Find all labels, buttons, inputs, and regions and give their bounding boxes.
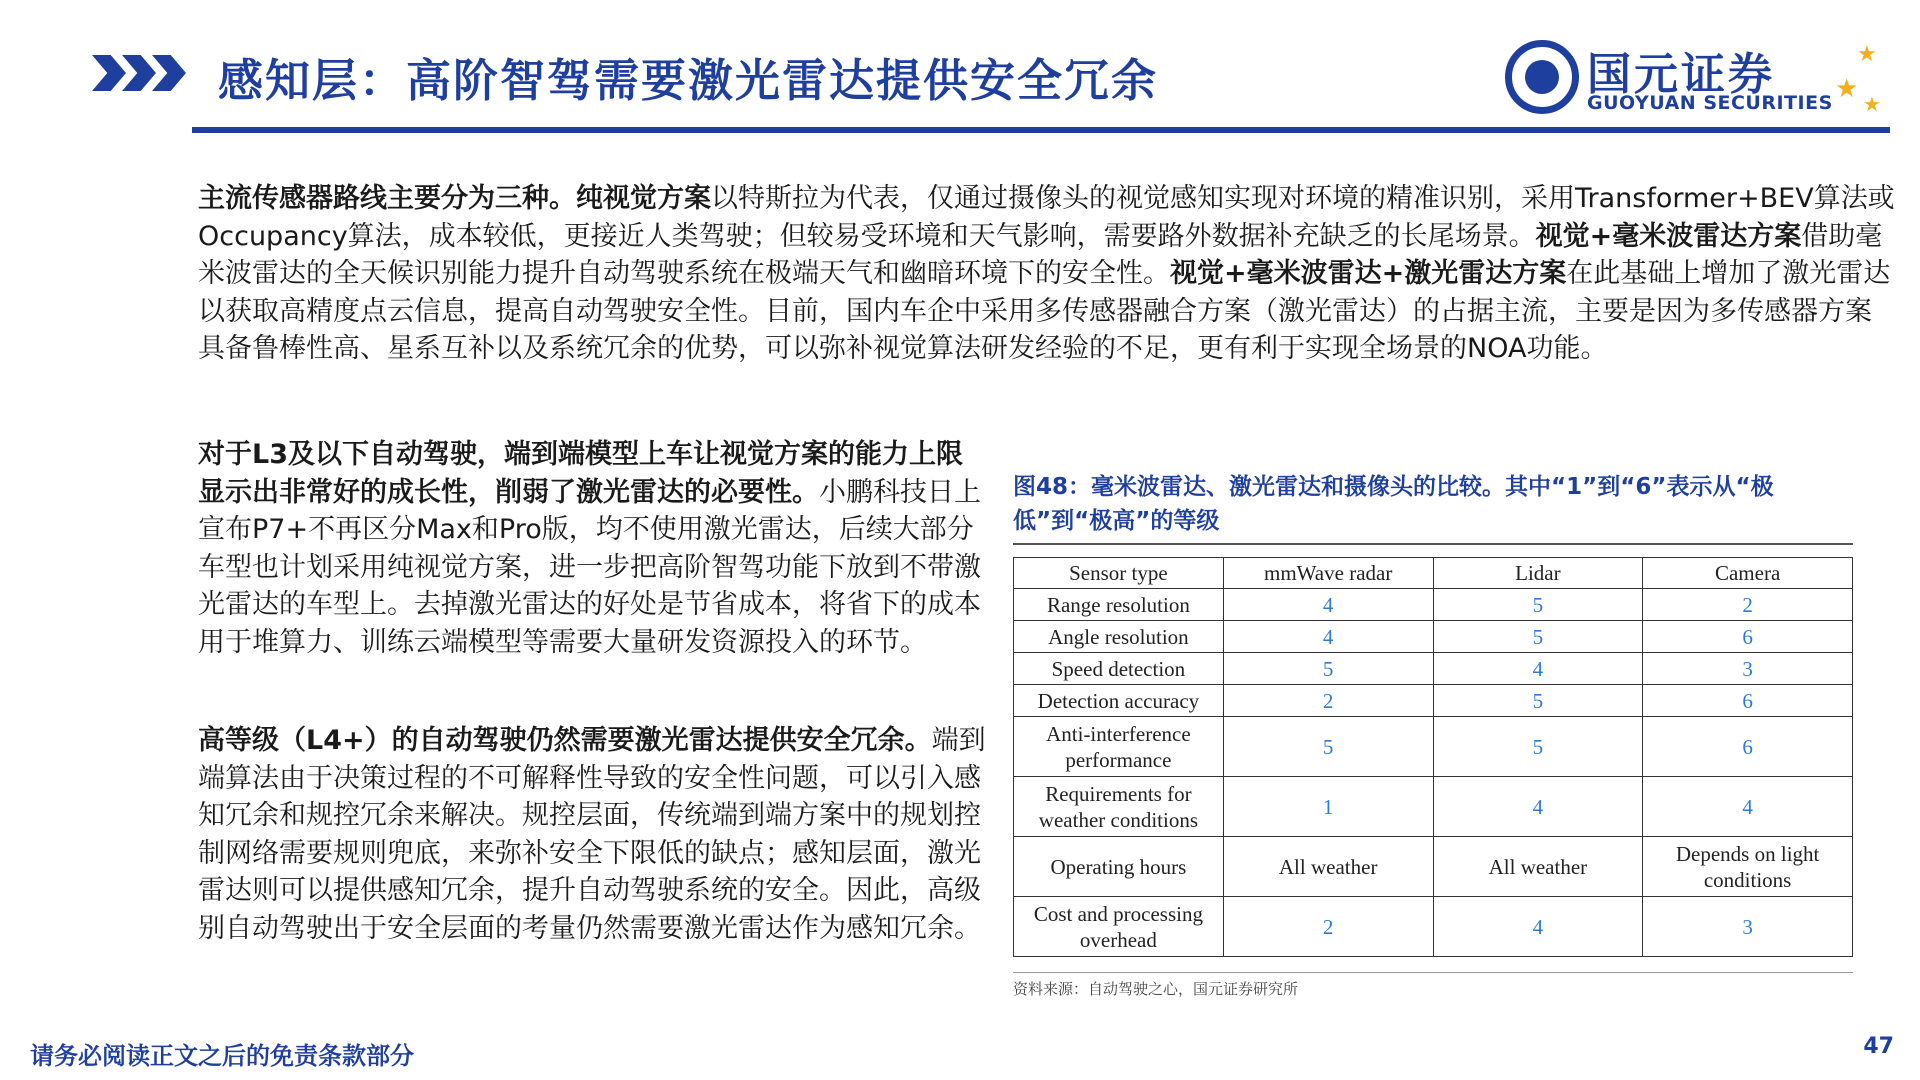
table-header-cell: Sensor type xyxy=(1014,558,1224,589)
body-text: 端到端算法由于决策过程的不可解释性导致的安全性问题，可以引入感知冗余和规控冗余来解决。规控层面，传统端到端方案中的规划控制网络需要规则兜底，来弥补安全下限低的缺点；感知层面，激光雷达则可以提供感知冗余，提升自动驾驶系统的安全。因此，高级别自动驾驶出于安全层面的考量仍然需要激光雷达作为感知冗余。 xyxy=(198,725,986,944)
table-row xyxy=(1014,837,1853,897)
table-header-cell: mmWave radar xyxy=(1223,558,1433,589)
title-underline xyxy=(192,127,1890,133)
table-cell: 4 xyxy=(1643,777,1853,837)
source-divider xyxy=(1013,972,1853,973)
table-cell: 4 xyxy=(1223,589,1433,621)
table-row xyxy=(1014,621,1853,653)
table-cell: 5 xyxy=(1433,685,1643,717)
table-cell: Depends on light conditions xyxy=(1643,837,1853,897)
table-cell: 6 xyxy=(1643,685,1853,717)
row-label: Detection accuracy xyxy=(1014,685,1224,717)
star-icon: ★ xyxy=(1835,74,1859,104)
table-cell: 5 xyxy=(1433,717,1643,777)
row-label: Operating hours xyxy=(1014,837,1224,897)
company-logo xyxy=(1505,40,1890,120)
star-icon: ★ xyxy=(1857,42,1877,67)
row-label: Angle resolution xyxy=(1014,621,1224,653)
table-cell: 4 xyxy=(1433,777,1643,837)
bold-text: 高等级（L4+）的自动驾驶仍然需要激光雷达提供安全冗余。 xyxy=(198,725,932,756)
bold-text: 视觉+毫米波雷达+激光雷达方案 xyxy=(1170,258,1567,289)
table-header-cell: Lidar xyxy=(1433,558,1643,589)
bold-text: 主流传感器路线主要分为三种。纯视觉方案 xyxy=(198,183,711,214)
table-cell: 2 xyxy=(1643,589,1853,621)
bold-text: 视觉+毫米波雷达方案 xyxy=(1535,220,1802,252)
disclaimer-footer: 请务必阅读正文之后的免责条款部分 xyxy=(30,1042,414,1070)
table-cell: 4 xyxy=(1433,653,1643,685)
table-cell: All weather xyxy=(1433,837,1643,897)
page-number: 47 xyxy=(1863,1034,1894,1059)
logo-emblem-icon xyxy=(1505,40,1579,114)
table-row xyxy=(1014,685,1853,717)
bold-text: 对于L3及以下自动驾驶，端到端模型上车让视觉方案的能力上限显示出非常好的成长性，削弱了激光雷达的必要性。 xyxy=(198,439,963,508)
intro-paragraph xyxy=(198,180,1898,368)
figure-title: 图48：毫米波雷达、激光雷达和摄像头的比较。其中“1”到“6”表示从“极低”到“极高”的等级 xyxy=(1013,474,1774,534)
table-row xyxy=(1014,777,1853,837)
body-text: 在此基础上增加了激光雷达以获取高精度点云信息，提高自动驾驶安全性。目前，国内车企中采用多传感器融合方案（激光雷达）的占据主流，主要是因为多传感器方案具备鲁棒性高、星系互补以及系统冗余的优势，可以弥补视觉算法研发经验的不足，更有利于实现全场景的NOA功能。 xyxy=(198,258,1891,364)
table-header-row xyxy=(1014,558,1853,589)
table-cell: 3 xyxy=(1643,897,1853,957)
star-icon: ★ xyxy=(1863,92,1881,116)
row-label: Speed detection xyxy=(1014,653,1224,685)
table-cell: 2 xyxy=(1223,897,1433,957)
table-cell: 6 xyxy=(1643,621,1853,653)
figure-source: 资料来源：自动驾驶之心，国元证券研究所 xyxy=(1013,980,1299,998)
table-cell: 5 xyxy=(1223,717,1433,777)
table-cell: 6 xyxy=(1643,717,1853,777)
row-label: Anti-interference performance xyxy=(1014,717,1224,777)
body-text: 以特斯拉为代表，仅通过摄像头的视觉感知实现对环境的精准识别，采用Transformer+BEV算法或Occupancy算法，成本较低，更接近人类驾驶；但较易受环境和天气影响，需要路外数据补充缺乏的长尾场景。 xyxy=(198,183,1895,252)
logo-name-cn: 国元证券 xyxy=(1587,49,1775,100)
logo-name-en: GUOYUAN SECURITIES xyxy=(1587,92,1833,114)
sensor-comparison-table xyxy=(1013,557,1853,957)
row-label: Range resolution xyxy=(1014,589,1224,621)
page-title: 感知层：高阶智驾需要激光雷达提供安全冗余 xyxy=(218,54,1159,107)
l4-paragraph xyxy=(198,722,988,947)
figure-divider xyxy=(1013,543,1853,545)
table-header-cell: Camera xyxy=(1643,558,1853,589)
table-row xyxy=(1014,653,1853,685)
table-cell: 3 xyxy=(1643,653,1853,685)
chevron-right-icon xyxy=(92,55,126,91)
table-cell: 4 xyxy=(1223,621,1433,653)
table-row xyxy=(1014,589,1853,621)
row-label: Cost and processing overhead xyxy=(1014,897,1224,957)
table-cell: 5 xyxy=(1433,621,1643,653)
table-cell: 2 xyxy=(1223,685,1433,717)
table-cell: 5 xyxy=(1433,589,1643,621)
row-label: Requirements for weather conditions xyxy=(1014,777,1224,837)
l3-paragraph xyxy=(198,436,988,661)
chevron-right-icon xyxy=(152,55,186,91)
table-cell: 4 xyxy=(1433,897,1643,957)
table-row xyxy=(1014,897,1853,957)
chevron-right-icon xyxy=(122,55,156,91)
table-row xyxy=(1014,717,1853,777)
table-cell: 5 xyxy=(1223,653,1433,685)
title-chevrons xyxy=(92,55,182,91)
table-cell: 1 xyxy=(1223,777,1433,837)
table-cell: All weather xyxy=(1223,837,1433,897)
body-text: 借助毫米波雷达的全天候识别能力提升自动驾驶系统在极端天气和幽暗环境下的安全性。 xyxy=(198,220,1883,289)
body-text: 小鹏科技日上宣布P7+不再区分Max和Pro版，均不使用激光雷达，后续大部分车型也计划采用纯视觉方案，进一步把高阶智驾功能下放到不带激光雷达的车型上。去掉激光雷达的好处是节省成本，将省下的成本用于堆算力、训练云端模型等需要大量研发资源投入的环节。 xyxy=(198,476,981,658)
